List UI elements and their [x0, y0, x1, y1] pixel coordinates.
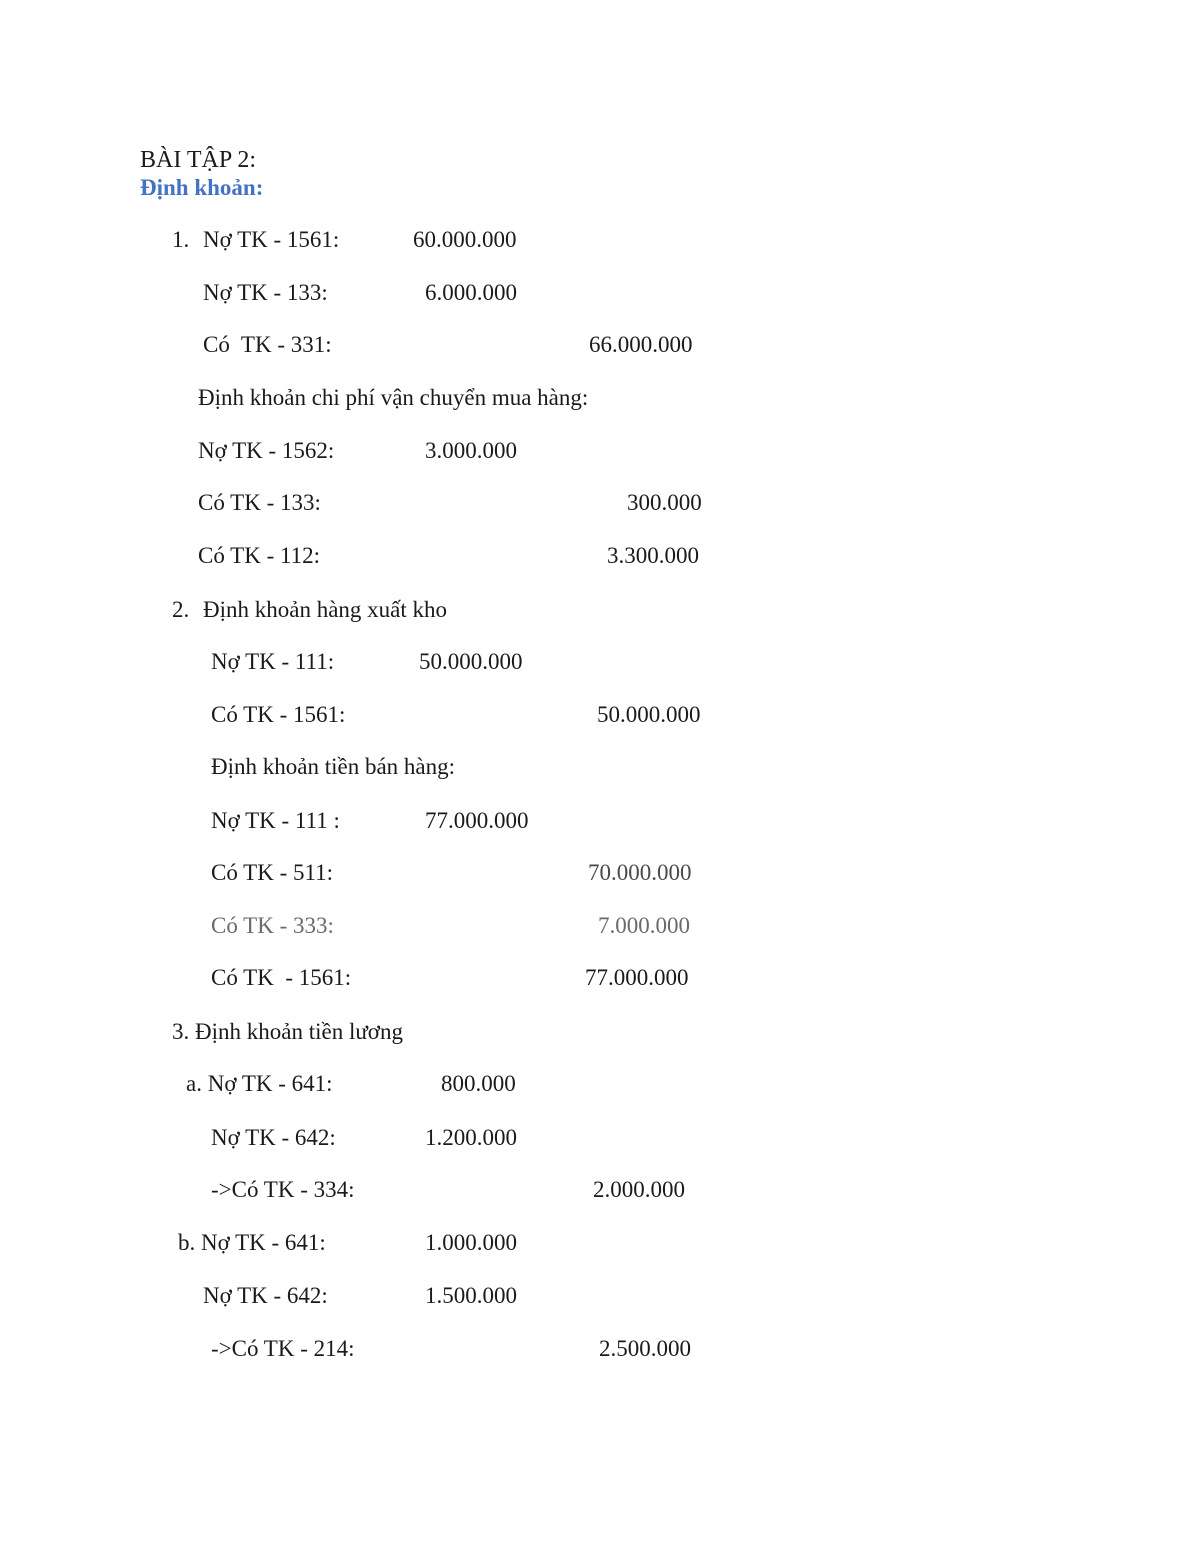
- entry-label: Có TK - 112:: [198, 543, 321, 568]
- entry-label: b. Nợ TK - 641:: [178, 1230, 326, 1255]
- item-number-1: 1.: [172, 227, 190, 252]
- credit-amount: 77.000.000: [585, 965, 689, 990]
- debit-amount: 1.500.000: [425, 1283, 517, 1308]
- entry-heading: Định khoản hàng xuất kho: [203, 597, 448, 622]
- entry-label: Nợ TK - 111:: [211, 649, 335, 674]
- entry-label: Nợ TK - 111 :: [211, 808, 340, 833]
- debit-amount: 6.000.000: [425, 280, 517, 305]
- entry-label: Có TK - 333:: [211, 913, 334, 938]
- credit-amount: 300.000: [627, 490, 702, 515]
- debit-amount: 1.200.000: [425, 1125, 517, 1150]
- credit-amount: 50.000.000: [597, 702, 701, 727]
- entry-label: Có TK - 511:: [211, 860, 334, 885]
- section-subtitle: Định khoản:: [140, 175, 264, 200]
- credit-amount: 66.000.000: [589, 332, 693, 357]
- credit-amount: 2.000.000: [593, 1177, 685, 1202]
- entry-heading: Định khoản chi phí vận chuyển mua hàng:: [198, 385, 589, 410]
- entry-label: Nợ TK - 642:: [203, 1283, 328, 1308]
- entry-label: Có TK - 133:: [198, 490, 321, 515]
- entry-label: a. Nợ TK - 641:: [186, 1071, 333, 1096]
- entry-label: Nợ TK - 133:: [203, 280, 328, 305]
- entry-heading: 3. Định khoản tiền lương: [172, 1019, 403, 1044]
- entry-label: Có TK - 331:: [203, 332, 332, 357]
- page-title: BÀI TẬP 2:: [140, 147, 257, 173]
- credit-amount: 3.300.000: [607, 543, 699, 568]
- entry-label: ->Có TK - 214:: [211, 1336, 355, 1361]
- debit-amount: 77.000.000: [425, 808, 529, 833]
- entry-label: Nợ TK - 642:: [211, 1125, 336, 1150]
- debit-amount: 50.000.000: [419, 649, 523, 674]
- debit-amount: 3.000.000: [425, 438, 517, 463]
- entry-label: Có TK - 1561:: [211, 965, 352, 990]
- debit-amount: 1.000.000: [425, 1230, 517, 1255]
- entry-label: Nợ TK - 1561:: [203, 227, 340, 252]
- debit-amount: 800.000: [441, 1071, 516, 1096]
- entry-label: ->Có TK - 334:: [211, 1177, 355, 1202]
- entry-label: Nợ TK - 1562:: [198, 438, 335, 463]
- debit-amount: 60.000.000: [413, 227, 517, 252]
- credit-amount: 70.000.000: [588, 860, 692, 885]
- item-number-2: 2.: [172, 597, 190, 622]
- entry-label: Có TK - 1561:: [211, 702, 346, 727]
- credit-amount: 7.000.000: [598, 913, 690, 938]
- credit-amount: 2.500.000: [599, 1336, 691, 1361]
- entry-heading: Định khoản tiền bán hàng:: [211, 754, 456, 779]
